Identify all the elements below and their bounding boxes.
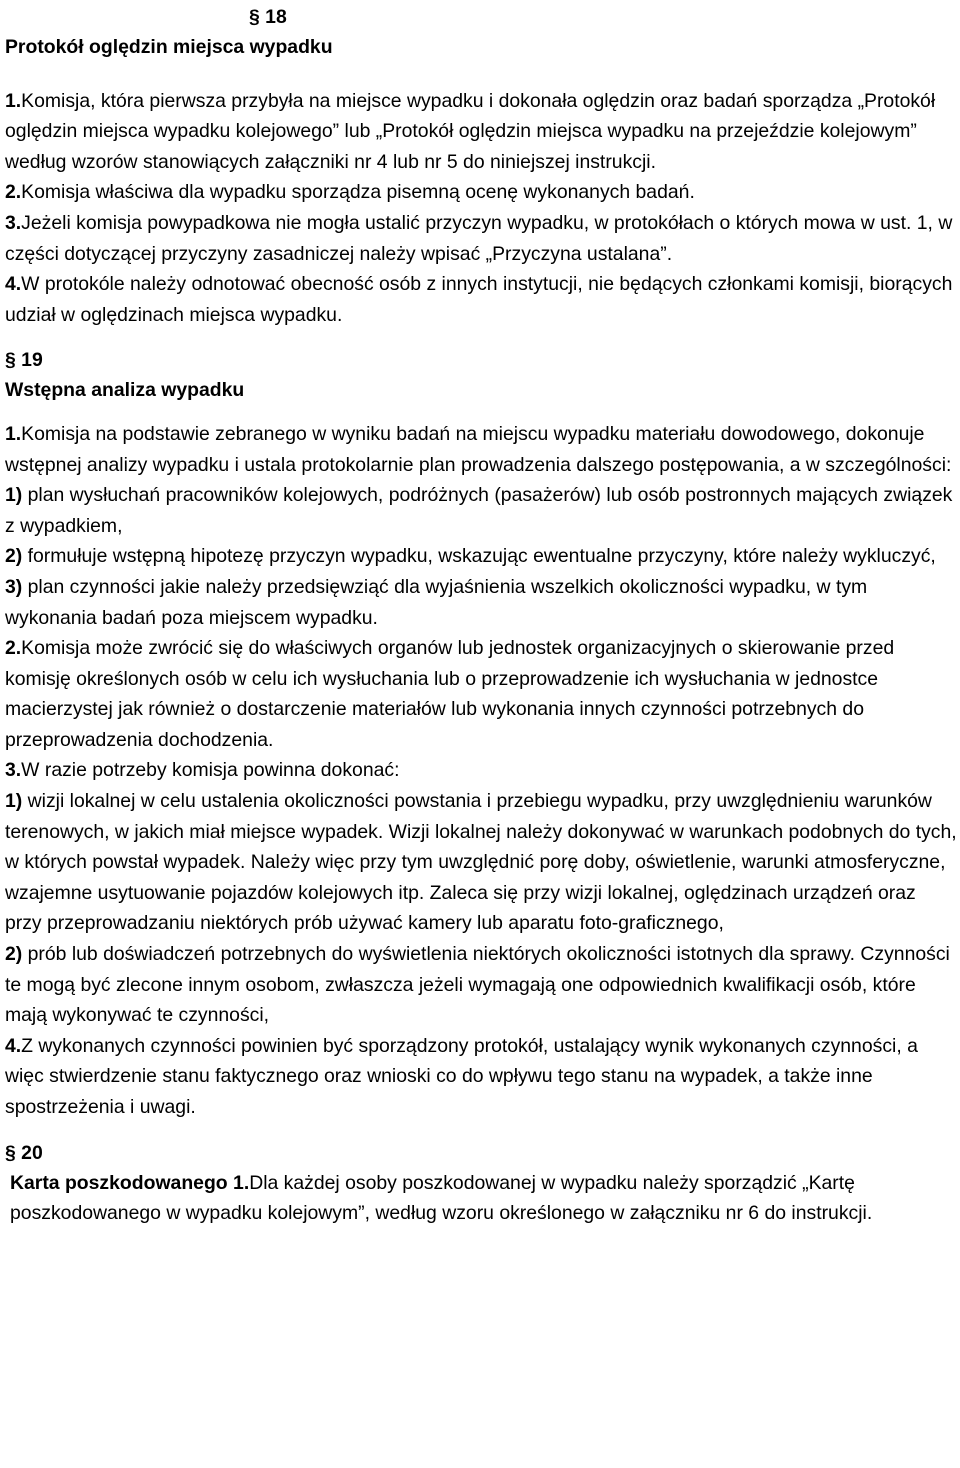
s18-item-4-text: W protokóle należy odnotować obecność osób z innych instytucji, nie będących członkami komisji, biorących udział w oględzinach miejsca wypadku.: [5, 273, 953, 326]
s19-item3-subitem-2-text: prób lub doświadczeń potrzebnych do wyświetlenia niektórych okoliczności istotnych dla sprawy. Czynności te mogą być zlecone innym osobom, zwłaszcza jeżeli wymagają one odpowiednich kwalifikacji osób, które mają wykonywać te czynności,: [5, 943, 950, 1027]
s19-item3-subitem-2-number: 2): [5, 943, 23, 966]
s19-subitem-2-number: 2): [5, 545, 23, 568]
s19-paragraph-2: [5, 633, 957, 755]
s19-item-1-text: Komisja na podstawie zebranego w wyniku badań na miejscu wypadku materiału dowodowego, dokonuje wstępnej analizy wypadku i ustala protokolarnie plan prowadzenia dalszego postępowania, a w szczególności:: [5, 422, 952, 476]
s19-item3-subitem-1-number: 1): [5, 790, 23, 813]
section-20-number: § 20: [5, 1141, 43, 1164]
s19-subitem-3-number: 3): [5, 575, 23, 598]
s19-item-4-number: 4.: [5, 1034, 22, 1057]
s19-item3-subitem-1-text: wizji lokalnej w celu ustalenia okoliczności powstania i przebiegu wypadku, przy uwzględnieniu warunków terenowych, w jakich miał miejsce wypadek. Wizji lokalnej należy dokonywać w warunkach podobnych do tych, w których powstał wypadek. Należy więc przy tym uwzględnić porę doby, oświetlenie, warunki atmosferyczne, wzajemne usytuowanie pojazdów kolejowych itp. Zaleca się przy wizji lokalnej, oględzinach urządzeń oraz przy przeprowadzaniu niektórych prób używać kamery lub aparatu foto-graficznego,: [5, 790, 957, 935]
s18-item-3-text: Jeżeli komisja powypadkowa nie mogła ustalić przyczyn wypadku, w protokółach o których mowa w ust. 1, w części dotyczącej przyczyny zasadniczej należy wpisać „Przyczyna ustalana”.: [5, 211, 953, 265]
s19-item-1-number: 1.: [5, 422, 22, 445]
s19-subitem-2-text: formułuje wstępną hipotezę przyczyn wypadku, wskazując ewentualne przyczyny, które należy wykluczyć,: [22, 545, 936, 568]
s19-subitem-1: [5, 480, 957, 541]
section-19-heading: Wstępna analiza wypadku: [5, 379, 245, 402]
s20-item-1-number: 1.: [233, 1171, 250, 1194]
s18-item-3-number: 3.: [5, 211, 22, 234]
s18-paragraph-3: [5, 208, 957, 269]
s18-item-2-number: 2.: [5, 181, 22, 204]
s19-subitem-1-number: 1): [5, 484, 23, 507]
s18-paragraph-4: [5, 269, 957, 330]
s18-item-4-number: 4.: [5, 273, 22, 296]
s19-paragraph-3: [5, 755, 957, 786]
s18-item-2-text: Komisja właściwa dla wypadku sporządza pisemną ocenę wykonanych badań.: [21, 181, 695, 204]
s19-item-4-text: Z wykonanych czynności powinien być sporządzony protokół, ustalający wynik wykonanych czynności, a więc stwierdzenie stanu faktycznego oraz wnioski co do wpływu tego stanu na wypadek, a także inne spostrzeżenia i uwagi.: [5, 1034, 918, 1118]
s19-item3-subitem-2: [5, 939, 957, 1031]
s19-item3-subitem-1: [5, 786, 957, 939]
s20-paragraph-1: [5, 1168, 957, 1229]
s19-subitem-3-text: plan czynności jakie należy przedsięwziąć dla wyjaśnienia wszelkich okoliczności wypadku, w tym wykonania badań poza miejscem wypadku.: [5, 575, 868, 629]
s18-item-1-number: 1.: [5, 89, 22, 112]
s19-paragraph-1: [5, 419, 957, 480]
s20-item-1-text: Dla każdej osoby poszkodowanej w wypadku należy sporządzić „Kartę poszkodowanego w wypadku kolejowym”, według wzoru określonego w załączniku nr 6 do instrukcji.: [10, 1171, 873, 1225]
section-18-number: § 18: [249, 6, 287, 28]
s19-subitem-3: [5, 572, 957, 633]
s19-item-2-text: Komisja może zwrócić się do właściwych organów lub jednostek organizacyjnych o skierowanie przed komisję określonych osób w celu ich wysłuchania lub o przeprowadzenie ich wysłuchania w jednostce macierzystej jak również o dostarczenie materiałów lub wykonania innych czynności potrzebnych do przeprowadzenia dochodzenia.: [5, 637, 895, 751]
s18-paragraph-1: [5, 86, 957, 178]
document-page: [5, 0, 957, 1229]
s18-paragraph-2: [5, 177, 957, 208]
s19-item-2-number: 2.: [5, 637, 22, 660]
section-18-heading: Protokół oględzin miejsca wypadku: [5, 36, 333, 58]
s18-item-1-text: Komisja, która pierwsza przybyła na miejsce wypadku i dokonała oględzin oraz badań sporządza „Protokół oględzin miejsca wypadku kolejowego” lub „Protokół oględzin miejsca wypadku na przejeździe kolejowym” według wzorów stanowiących załączniki nr 4 lub nr 5 do niniejszej instrukcji.: [5, 89, 936, 173]
s19-item-3-text: W razie potrzeby komisja powinna dokonać:: [21, 759, 400, 782]
s19-subitem-1-text: plan wysłuchań pracowników kolejowych, podróżnych (pasażerów) lub osób postronnych mających związek z wypadkiem,: [5, 484, 953, 537]
s19-subitem-2: [5, 541, 957, 572]
s19-paragraph-4: [5, 1031, 957, 1123]
section-20-heading: Karta poszkodowanego: [10, 1171, 228, 1194]
s19-item-3-number: 3.: [5, 759, 22, 782]
section-19-number: § 19: [5, 349, 43, 372]
